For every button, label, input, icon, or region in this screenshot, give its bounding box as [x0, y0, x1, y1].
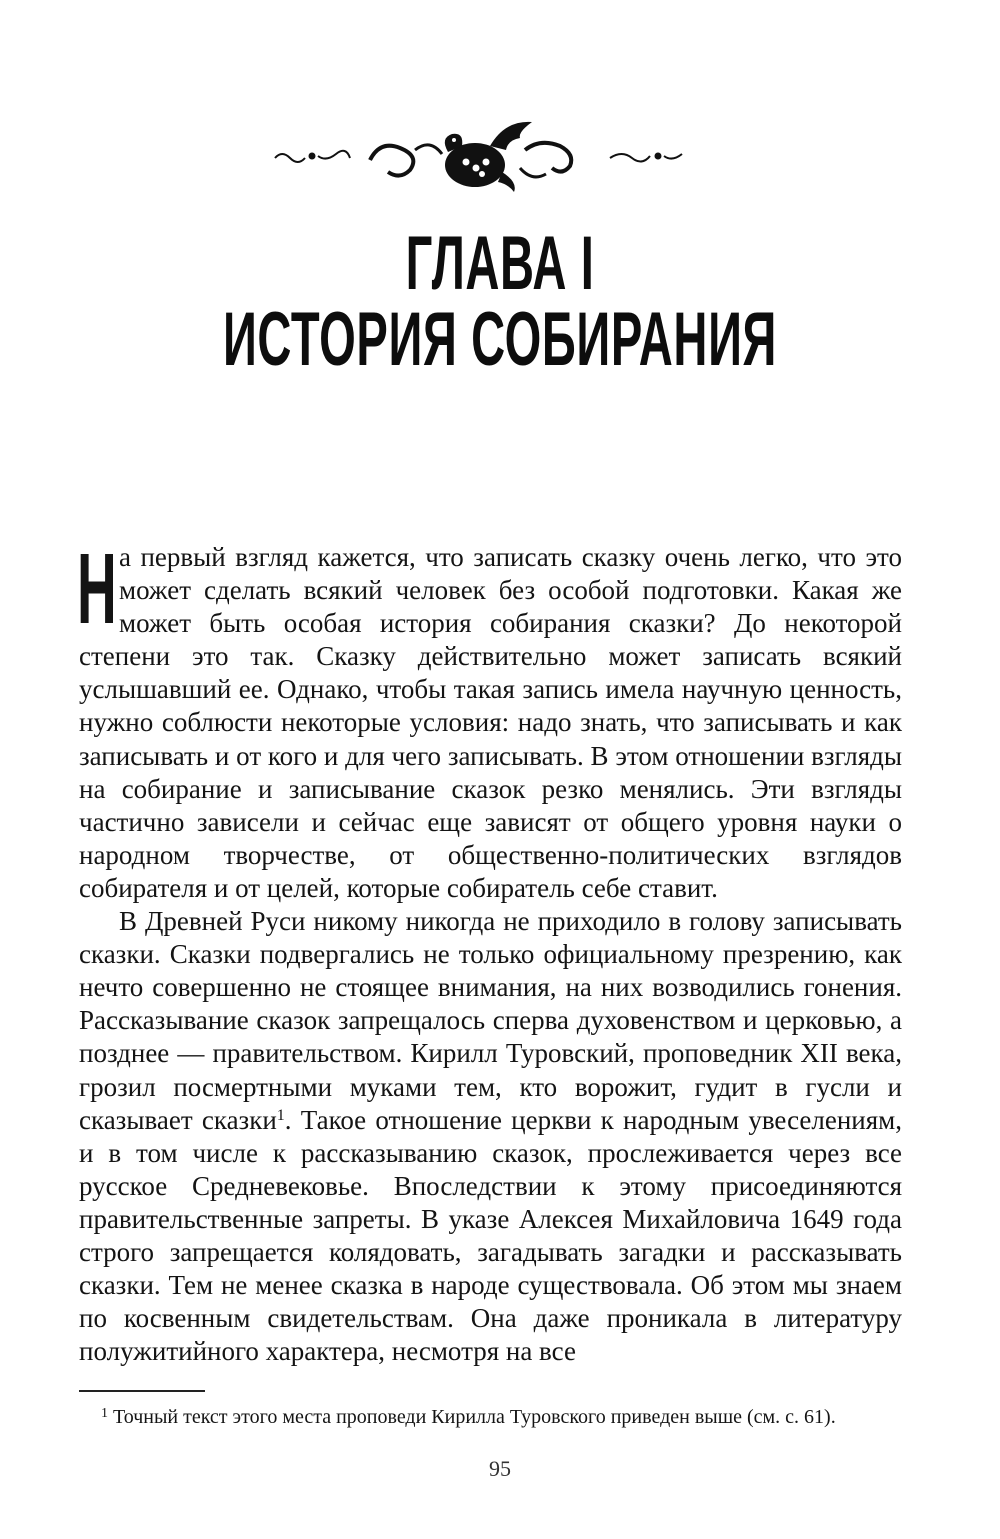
chapter-number: ГЛАВА I: [405, 221, 595, 306]
page-number: 95: [489, 1456, 511, 1481]
footnote-reference[interactable]: 1: [276, 1106, 285, 1124]
footnote-marker: 1: [101, 1406, 108, 1421]
paragraph-text: . Такое отношение церкви к народным увеселениям, и в том числе к рассказыванию сказок, прослеживается через все русское Средневековье. Впоследствии к этому присоединяются правительственные запреты. В указе Алексея Михайловича 1649 года строго запрещается колядовать, загадывать загадки и рассказывать сказки. Тем не менее сказка в народе существовала. Об этом мы знаем по косвенным свидетельствам. Она даже проникала в литературу полужитийного характера, несмотря на все: [79, 1104, 902, 1367]
dragon-ornament-icon: [270, 110, 690, 200]
paragraph-text: В Древней Руси никому никогда не приходило в голову записывать сказки. Сказки подвергались не только официальному презрению, как нечто совершенно не стоящее внимания, на них возводились гонения. Рассказывание сказок запрещалось сперва духовенством и церковью, а позднее — правительством. Кирилл Туровский, проповедник XII века, грозил посмертными муками тем, кто ворожит, гудит в гусли и сказывает сказки: [79, 906, 902, 1135]
body-text: [77, 533, 902, 1368]
paragraph: [79, 905, 902, 1368]
footnote: [79, 1404, 902, 1430]
footnote-divider: [79, 1390, 205, 1392]
footnote-text: Точный текст этого места проповеди Кирилла Туровского приведен выше (см. с. 61).: [113, 1406, 836, 1428]
paragraph: [77, 533, 902, 905]
chapter-title: ИСТОРИЯ СОБИРАНИЯ: [222, 297, 778, 382]
paragraph-text: а первый взгляд кажется, что записать сказку очень легко, что это может сделать всякий человек без особой подготовки. Какая же может быть особая история собирания сказки? До некоторой степени это так. Сказку действительно может записать всякий услышавший ее. Однако, чтобы такая запись имела научную ценность, нужно соблюсти некоторые условия: надо знать, что записывать и как записывать и от кого и для чего записывать. В этом отношении взгляды на собирание и записывание сказок резко менялись. Эти взгляды частично зависели и сейчас еще зависят от общего уровня науки о народном творчестве, от общественно-политических взглядов собирателя и от целей, которые собиратель себе ставит.: [79, 542, 902, 903]
drop-cap: Н: [77, 533, 117, 645]
